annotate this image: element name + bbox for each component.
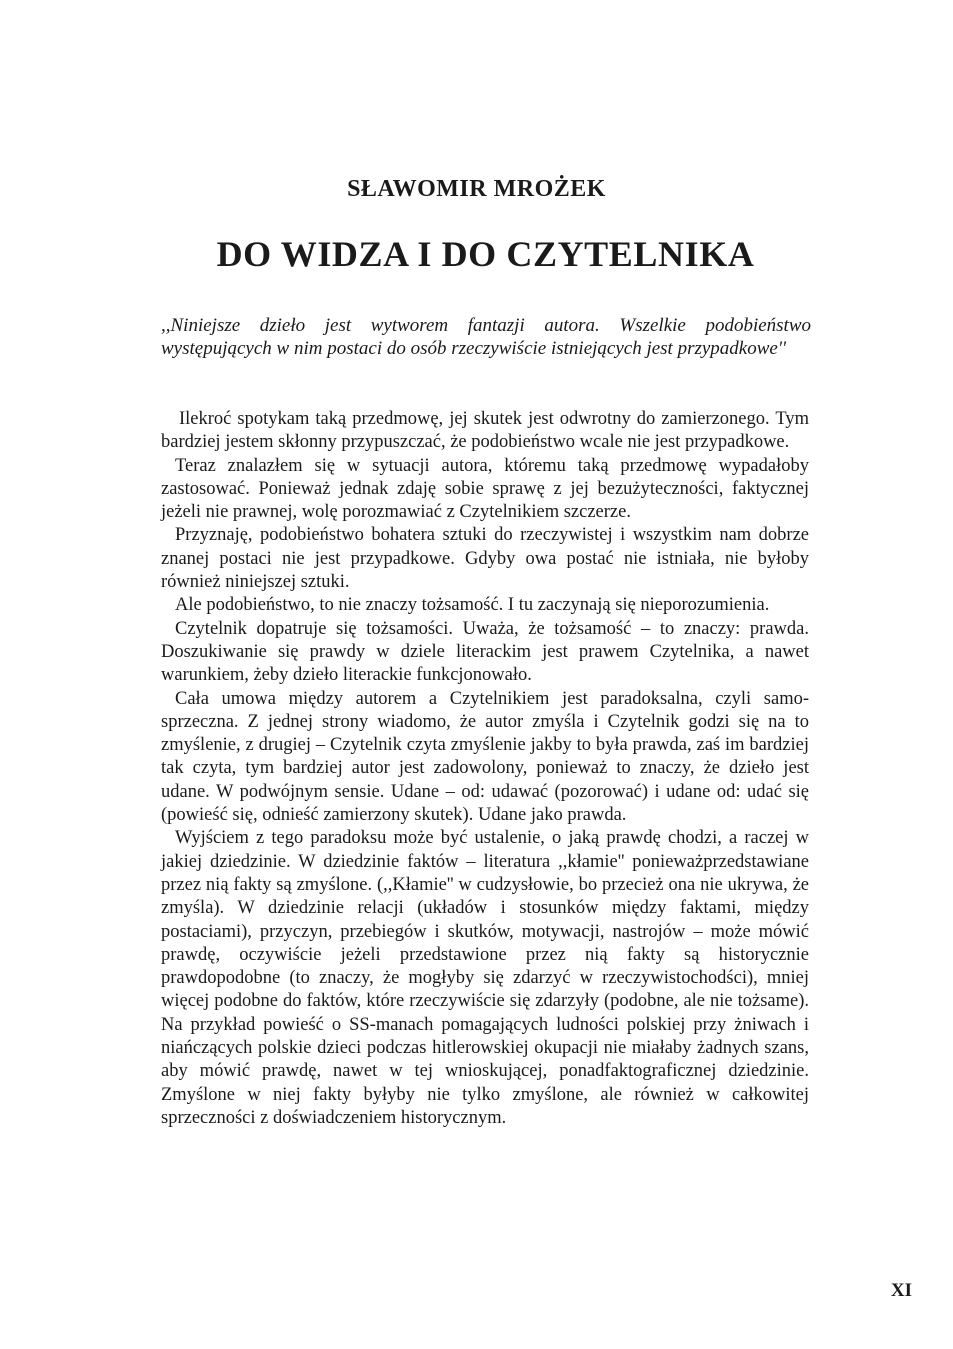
body-text xyxy=(161,408,809,1130)
epigraph: ,,Niniejsze dzieło jest wytworem fantazji autora. Wszelkie podobieństwo występujących w nim postaci do osób rzeczywiście istniejących jest przypadkowe'' xyxy=(161,315,811,359)
author-name: SŁAWOMIR MROŻEK xyxy=(347,176,606,202)
paragraph: Przyznaję, podobieństwo bohatera sztuki do rzeczywistej i wszystkim nam dobrze znanej postaci nie jest przypadkowe. Gdyby owa postać nie istniała, nie byłoby również niniejszej sztuki. xyxy=(161,525,809,593)
paragraph: Wyjściem z tego paradoksu może być ustalenie, o jaką prawdę chodzi, a raczej w jakiej dziedzinie. W dziedzinie faktów – literatura ,,kłamie'' ponieważprzedstawiane przez nią fakty są zmyślone. (,,Kłamie'' w cudzysłowie, bo przecież ona nie ukrywa, że zmyśla). W dziedzinie relacji (układów i stosunków między faktami, między postaciami), przyczyn, przebiegów i skutków, motywacji, nastrojów – może mówić prawdę, oczywiście jeżeli przedstawione przez nią fakty są historycznie prawdopodobne (to znaczy, że mogłyby się zdarzyć w rzeczywistochodści), mniej więcej podobne do faktów, które rzeczywiście się zdarzyły (podobne, ale nie tożsame). Na przykład powieść o SS-manach pomagających ludności polskiej przy żniwach i niańczących polskie dzieci podczas hitlerowskiej okupacji nie miałaby żadnych szans, aby mówić prawdę, nawet w tej wnioskującej, ponadfaktograficznej dziedzinie. Zmyślone w niej fakty byłyby nie tylko zmyślone, ale również w całkowitej sprzeczności z doświadczeniem historycznym. xyxy=(161,828,809,1128)
paragraph: Teraz znalazłem się w sytuacji autora, któremu taką przedmowę wypadałoby zastosować. Ponieważ jednak zdaję sobie sprawę z jej bezużyteczności, faktycznej jeżeli nie prawnej, wolę porozmawiać z Czytelnikiem szczerze. xyxy=(161,455,809,523)
page-number: XI xyxy=(890,1280,912,1301)
paragraph: Cała umowa między autorem a Czytelnikiem jest paradoksalna, czyli samo-sprzeczna. Z jednej strony wiadomo, że autor zmyśla i Czytelnik godzi się na to zmyślenie, z drugiej – Czytelnik czyta zmyślenie jakby to była prawda, zaś im bardziej tak czyta, tym bardziej autor jest zadowolony, ponieważ to znaczy, że dzieło jest udane. W podwójnym sensie. Udane – od: udawać (pozorować) i udane od: udać się (powieść się, odnieść zamierzony skutek). Udane jako prawda. xyxy=(161,688,809,826)
paragraph: Ilekroć spotykam taką przedmowę, jej skutek jest odwrotny do zamierzonego. Tym bardziej jestem skłonny przypuszczać, że podobieństwo wcale nie jest przypadkowe. xyxy=(161,409,809,453)
paragraph: Czytelnik dopatruje się tożsamości. Uważa, że tożsamość – to znaczy: prawda. Doszukiwanie się prawdy w dziele literackim jest prawem Czytelnika, a nawet warunkiem, żeby dzieło literackie funkcjonowało. xyxy=(161,618,809,686)
chapter-title: DO WIDZA I DO CZYTELNIKA xyxy=(216,234,755,274)
paragraph: Ale podobieństwo, to nie znaczy tożsamość. I tu zaczynają się nieporozumienia. xyxy=(175,595,770,616)
